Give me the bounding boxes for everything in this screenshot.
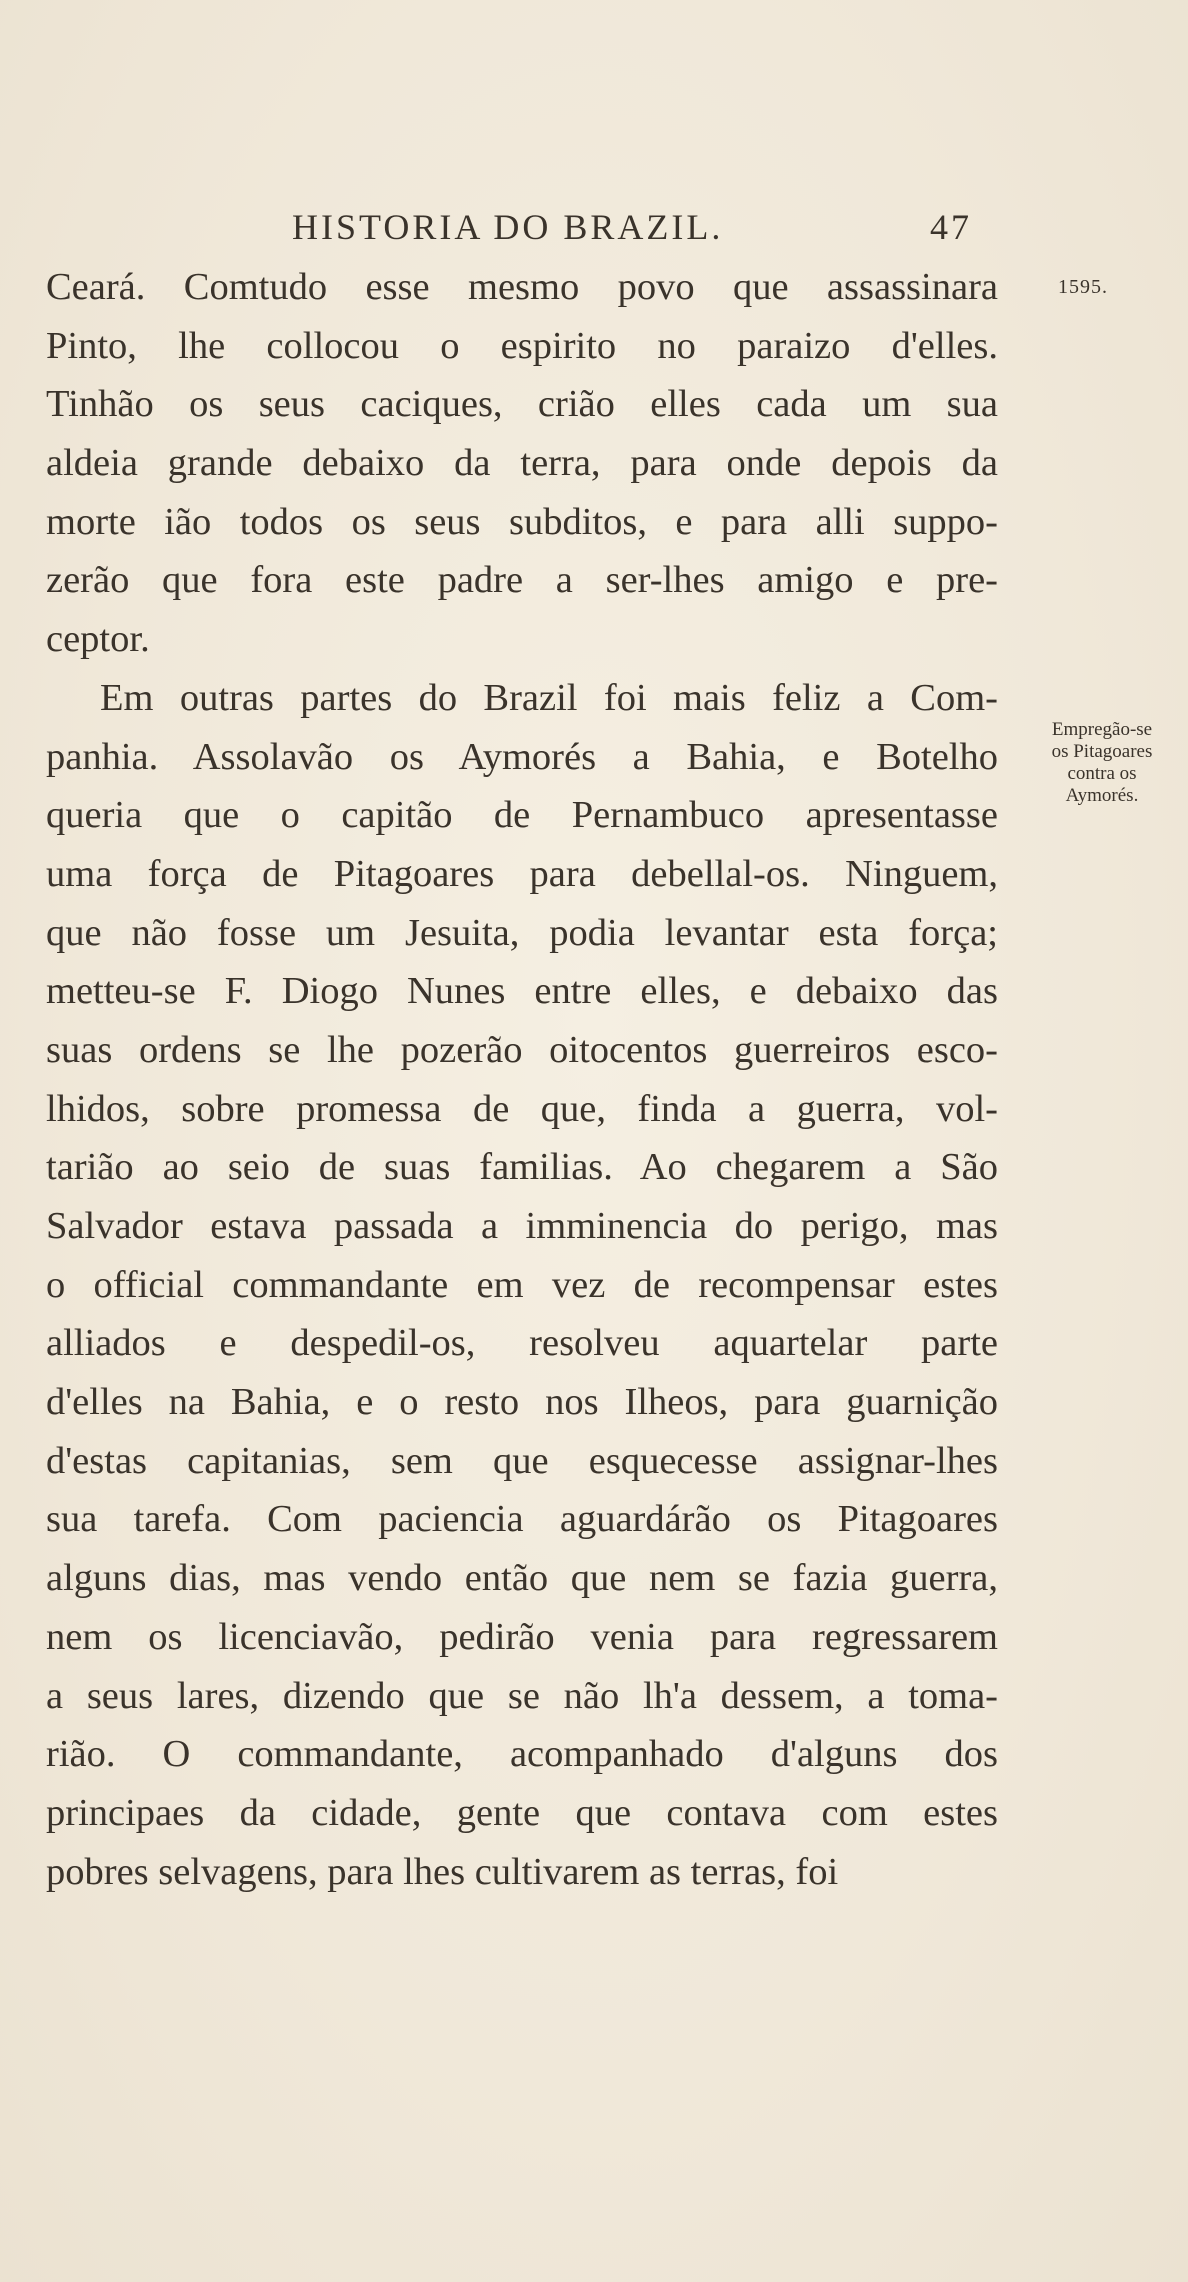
margin-note-line: Aymorés.: [1065, 785, 1139, 806]
text-line: Tinhão os seus caciques, crião elles cada um sua: [46, 383, 998, 426]
text-line: que não fosse um Jesuita, podia levantar esta força;: [46, 911, 998, 954]
text-line: rião. O commandante, acompanhado d'alguns dos: [46, 1733, 998, 1776]
running-title: HISTORIA DO BRAZIL.: [292, 207, 724, 247]
margin-note-line: Empregão-se: [1051, 719, 1153, 740]
text-line: d'estas capitanias, sem que esquecesse assignar-lhes: [46, 1439, 998, 1482]
page-number: 47: [930, 207, 972, 247]
text-line: a seus lares, dizendo que se não lh'a dessem, a toma-: [46, 1674, 998, 1717]
text-line: sua tarefa. Com paciencia aguardárão os Pitagoares: [46, 1498, 998, 1541]
text-line: metteu-se F. Diogo Nunes entre elles, e debaixo das: [46, 970, 998, 1013]
text-line: Pinto, lhe collocou o espirito no paraizo d'elles.: [46, 324, 998, 367]
text-line: queria que o capitão de Pernambuco apresentasse: [46, 794, 998, 837]
text-line: Em outras partes do Brazil foi mais feliz a Com-: [100, 676, 998, 719]
body-text: [46, 258, 998, 1901]
text-line: lhidos, sobre promessa de que, finda a guerra, vol-: [46, 1087, 998, 1130]
running-head: [0, 206, 1188, 256]
text-line: principaes da cidade, gente que contava com estes: [46, 1791, 998, 1834]
margin-note-line: os Pitagoares: [1051, 741, 1153, 762]
text-line: zerão que fora este padre a ser-lhes amigo e pre-: [46, 559, 998, 602]
text-line: uma força de Pitagoares para debellal-os. Ninguem,: [46, 852, 998, 895]
margin-year: 1595.: [1058, 276, 1108, 298]
text-line: d'elles na Bahia, e o resto nos Ilheos, para guarnição: [46, 1381, 998, 1424]
text-line: Ceará. Comtudo esse mesmo povo que assassinara: [46, 266, 998, 308]
text-line: o official commandante em vez de recompensar estes: [46, 1263, 998, 1306]
text-line: aldeia grande debaixo da terra, para onde depois da: [46, 442, 998, 485]
text-line: alliados e despedil-os, resolveu aquartelar parte: [46, 1322, 998, 1365]
text-line: panhia. Assolavão os Aymorés a Bahia, e Botelho: [46, 735, 998, 778]
text-line: pobres selvagens, para lhes cultivarem as terras, foi: [46, 1850, 839, 1893]
text-line: Salvador estava passada a imminencia do perigo, mas: [46, 1205, 998, 1247]
text-line: nem os licenciavão, pedirão venia para regressarem: [46, 1615, 998, 1658]
text-line: tarião ao seio de suas familias. Ao chegarem a São: [46, 1146, 998, 1189]
text-line: morte ião todos os seus subditos, e para alli suppo-: [46, 500, 998, 543]
text-line: alguns dias, mas vendo então que nem se fazia guerra,: [46, 1557, 998, 1600]
margin-note-line: contra os: [1067, 763, 1137, 784]
text-line: suas ordens se lhe pozerão oitocentos guerreiros esco-: [46, 1028, 998, 1071]
margin-note: [1022, 719, 1182, 807]
text-line: ceptor.: [46, 618, 150, 661]
